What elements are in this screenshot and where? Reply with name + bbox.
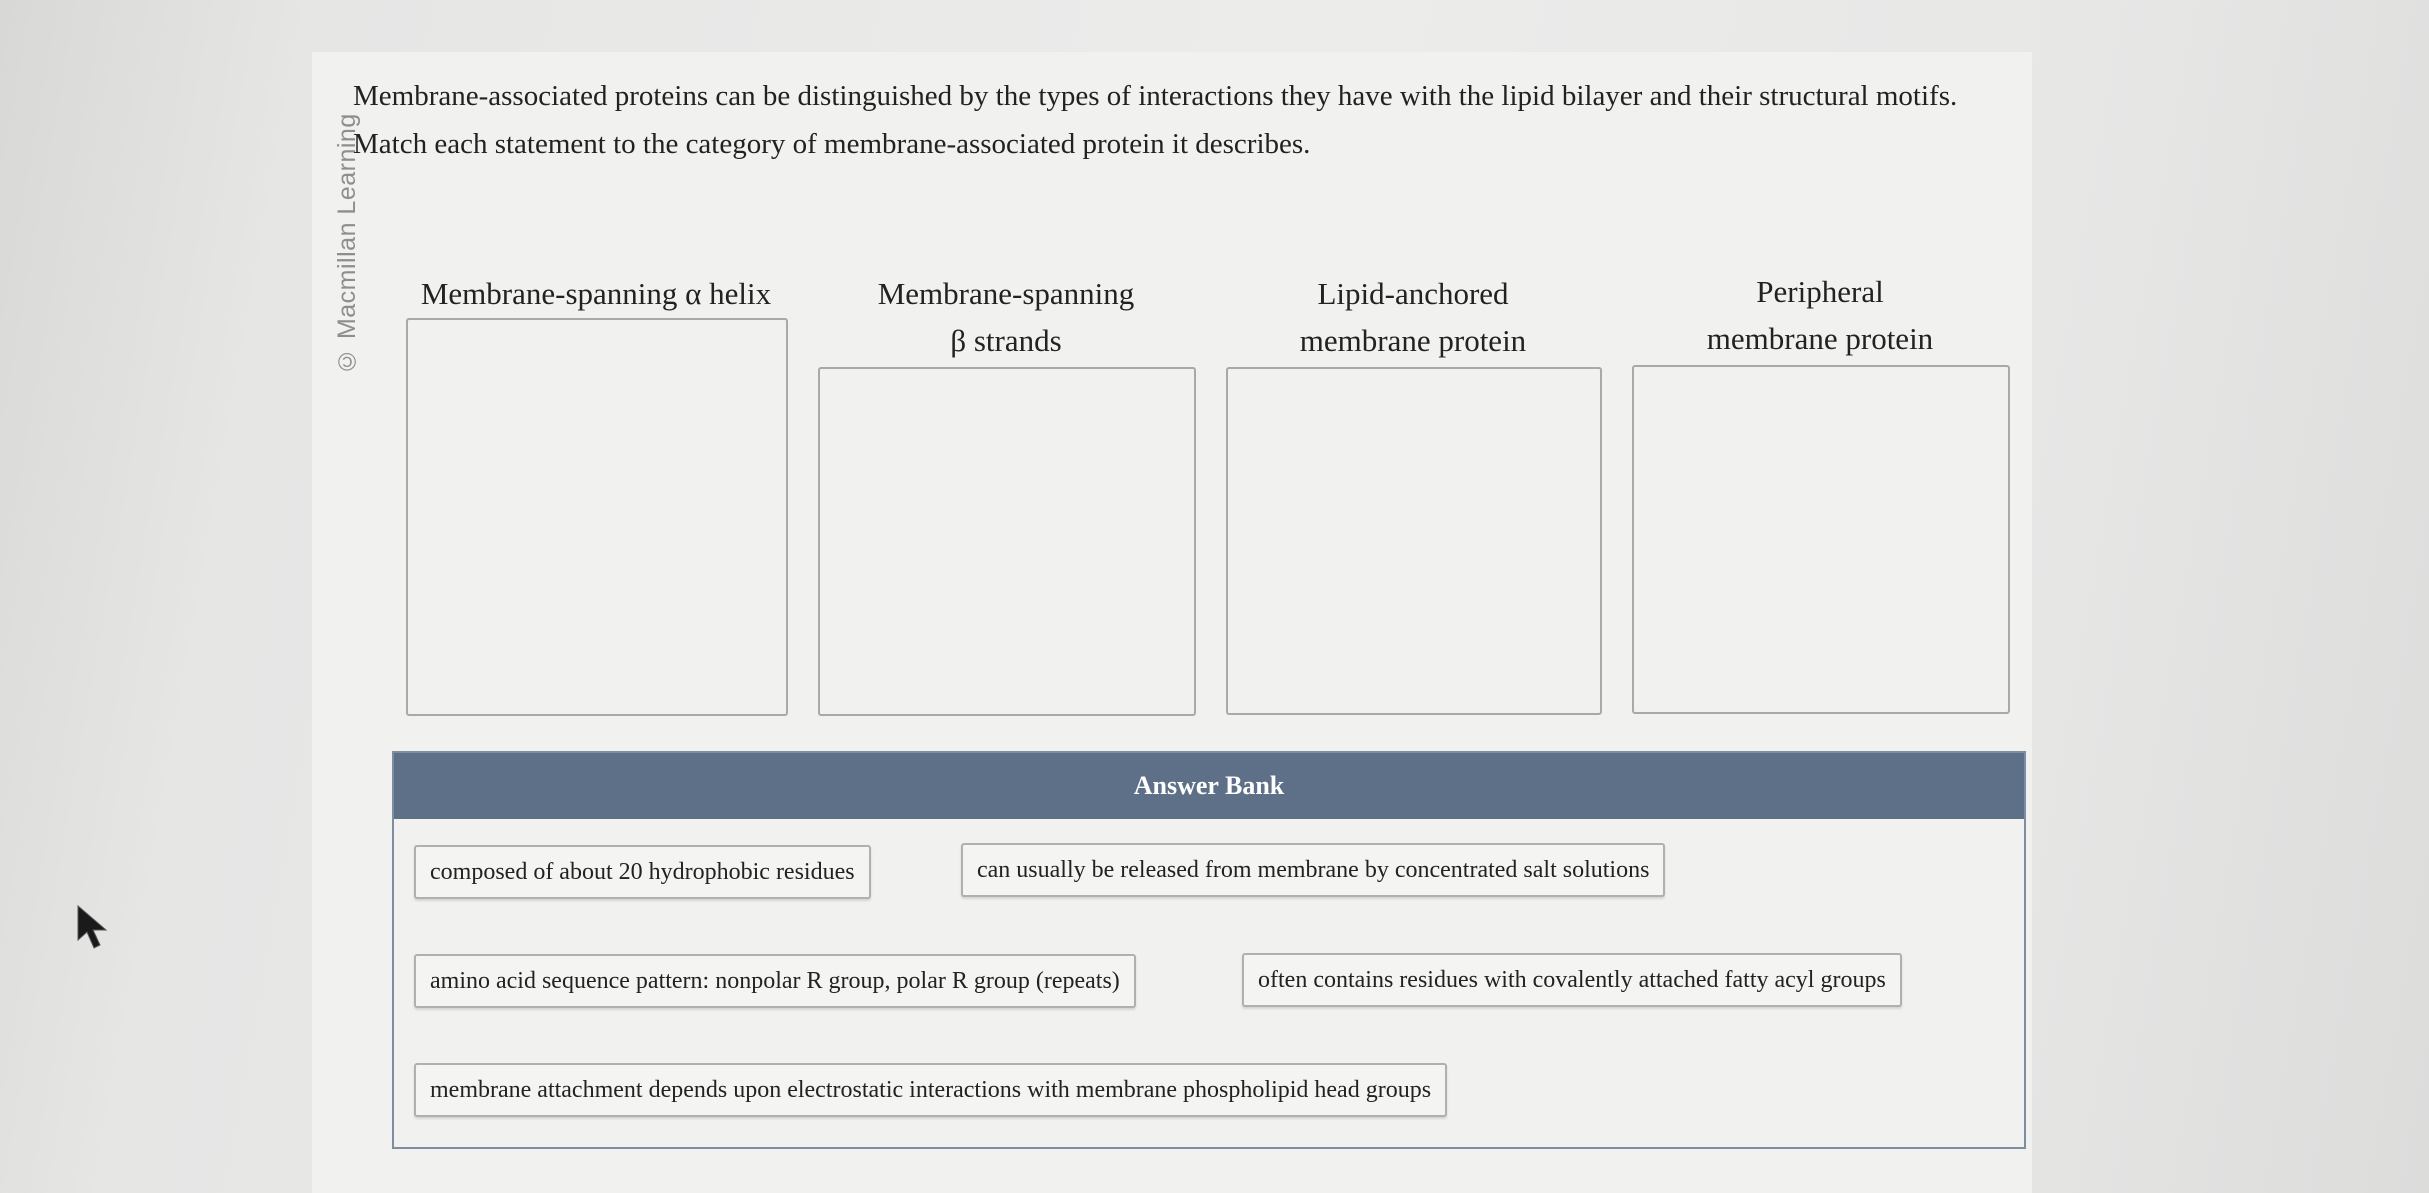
answer-chip-salt-release[interactable]: can usually be released from membrane by concentrated salt solutions — [961, 843, 1665, 897]
category-label-line: Membrane-spanning — [877, 276, 1135, 311]
category-label-line: Peripheral — [1756, 274, 1884, 309]
category-label-alpha-helix — [396, 270, 796, 317]
category-label-line: membrane protein — [1706, 321, 1934, 356]
question-text: Membrane-associated proteins can be distinguished by the types of interactions they have with the lipid bilayer and their structural motifs. Match each statement to the category of membrane-associated protein it describes. — [353, 80, 1958, 160]
copyright-watermark: © Macmillan Learning — [333, 113, 361, 375]
category-label-line: Membrane-spanning α helix — [420, 276, 772, 311]
category-label-line: membrane protein — [1299, 323, 1527, 358]
category-label-line: β strands — [950, 323, 1062, 358]
drop-zone-peripheral[interactable] — [1632, 365, 2010, 714]
drop-zone-lipid-anchored[interactable] — [1226, 367, 1602, 715]
category-label-lipid-anchored — [1228, 270, 1598, 364]
drop-zone-alpha-helix[interactable] — [406, 318, 788, 716]
answer-chip-electrostatic[interactable]: membrane attachment depends upon electrostatic interactions with membrane phospholipid head groups — [414, 1063, 1447, 1117]
mouse-pointer-icon — [76, 904, 112, 950]
category-label-peripheral — [1632, 268, 2008, 362]
drop-zone-beta-strands[interactable] — [818, 367, 1196, 716]
answer-chip-hydrophobic-residues[interactable]: composed of about 20 hydrophobic residues — [414, 845, 871, 899]
answer-bank-header: Answer Bank — [394, 753, 2024, 819]
answer-chip-sequence-pattern[interactable]: amino acid sequence pattern: nonpolar R group, polar R group (repeats) — [414, 954, 1136, 1008]
answer-chip-fatty-acyl[interactable]: often contains residues with covalently attached fatty acyl groups — [1242, 953, 1902, 1007]
category-label-line: Lipid-anchored — [1317, 276, 1509, 311]
category-label-beta-strands — [826, 270, 1186, 364]
